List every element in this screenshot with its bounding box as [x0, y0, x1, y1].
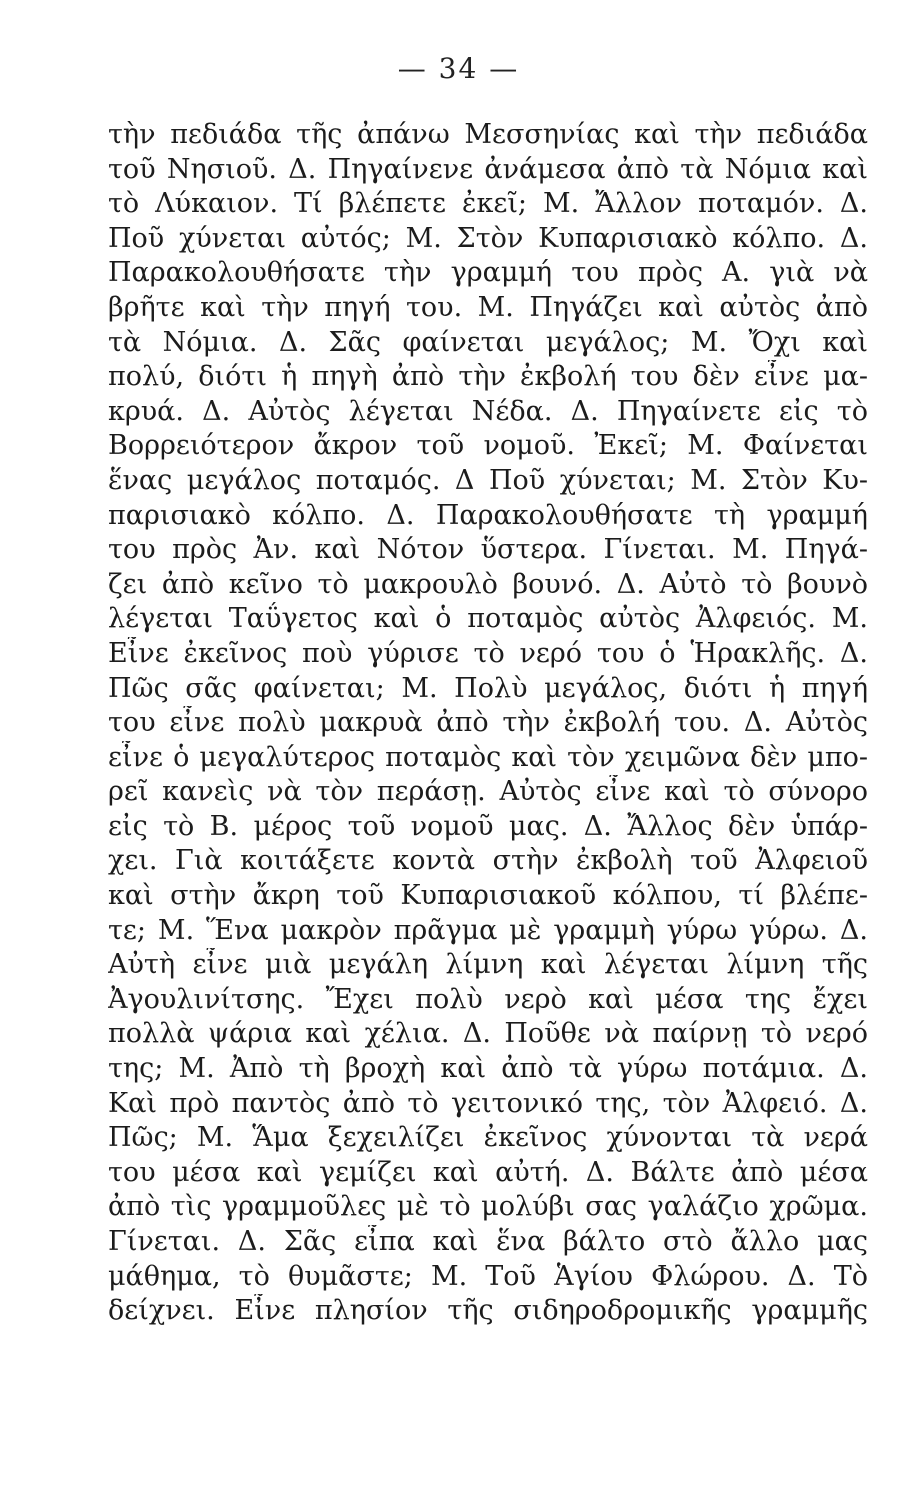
text-line: πολλὰ ψάρια καὶ χέλια. Δ. Ποῦθε νὰ παίρνῃ τὸ νερό	[108, 1018, 868, 1050]
text-line: λέγεται Ταΰγετος καὶ ὁ ποταμὸς αὐτὸς Ἀλφειός. Μ.	[108, 603, 868, 635]
text-line: μάθημα, τὸ θυμᾶστε; Μ. Τοῦ Ἁγίου Φλώρου. Δ. Τὸ	[108, 1260, 868, 1292]
text-line: Αὐτὴ εἶνε μιὰ μεγάλη λίμνη καὶ λέγεται λίμνη τῆς	[108, 949, 868, 981]
text-line: εἰς τὸ Β. μέρος τοῦ νομοῦ μας. Δ. Ἄλλος δὲν ὑπάρ-	[108, 810, 868, 842]
text-line: Πῶς; Μ. Ἅμα ξεχειλίζει ἐκεῖνος χύνονται τὰ νερά	[108, 1122, 868, 1154]
text-line: καὶ στὴν ἄκρη τοῦ Κυπαρισιακοῦ κόλπου, τί βλέπε-	[108, 880, 868, 912]
text-line: της; Μ. Ἀπὸ τὴ βροχὴ καὶ ἀπὸ τὰ γύρω ποτάμια. Δ.	[108, 1053, 868, 1085]
text-line: τὸ Λύκαιον. Τί βλέπετε ἐκεῖ; Μ. Ἄλλον ποταμόν. Δ.	[108, 188, 868, 220]
text-line: Γίνεται. Δ. Σᾶς εἶπα καὶ ἕνα βάλτο στὸ ἄλλο μας	[108, 1226, 868, 1257]
text-line: τοῦ Νησιοῦ. Δ. Πηγαίνενε ἀνάμεσα ἀπὸ τὰ Νόμια καὶ	[108, 153, 868, 185]
text-line: ρεῖ κανεὶς νὰ τὸν περάσῃ. Αὐτὸς εἶνε καὶ τὸ σύνορο	[108, 776, 868, 808]
text-line: εἶνε ὁ μεγαλύτερος ποταμὸς καὶ τὸν χειμῶνα δὲν μπο-	[108, 741, 868, 773]
text-line: του πρὸς Ἀν. καὶ Νότον ὕστερα. Γίνεται. Μ. Πηγά-	[108, 534, 868, 566]
text-line: Καὶ πρὸ παντὸς ἀπὸ τὸ γειτονικό της, τὸν Ἀλφειό. Δ.	[108, 1087, 868, 1119]
text-line: δείχνει. Εἶνε πλησίον τῆς σιδηροδρομικῆς γραμμῆς	[108, 1295, 868, 1327]
text-line: Ποῦ χύνεται αὐτός; Μ. Στὸν Κυπαρισιακὸ κόλπο. Δ.	[108, 222, 868, 254]
text-line: Παρακολουθήσατε τὴν γραμμή του πρὸς Α. γιὰ νὰ	[108, 257, 868, 289]
text-line: ἕνας μεγάλος ποταμός. Δ Ποῦ χύνεται; Μ. Στὸν Κυ-	[108, 464, 868, 496]
text-line: παρισιακὸ κόλπο. Δ. Παρακολουθήσατε τὴ γραμμή	[108, 499, 868, 531]
text-line: Βορρειότερον ἄκρον τοῦ νομοῦ. Ἐκεῖ; Μ. Φαίνεται	[108, 430, 868, 462]
text-line: τὰ Νόμια. Δ. Σᾶς φαίνεται μεγάλος; Μ. Ὄχι καὶ	[108, 326, 868, 358]
text-line: πολύ, διότι ἡ πηγὴ ἀπὸ τὴν ἐκβολή του δὲν εἶνε μα-	[108, 361, 868, 393]
text-line: του εἶνε πολὺ μακρυὰ ἀπὸ τὴν ἐκβολή του. Δ. Αὐτὸς	[108, 707, 868, 739]
text-line: βρῆτε καὶ τὴν πηγή του. Μ. Πηγάζει καὶ αὐτὸς ἀπὸ	[108, 291, 868, 323]
text-line: Πῶς σᾶς φαίνεται; Μ. Πολὺ μεγάλος, διότι ἡ πηγή	[108, 672, 868, 704]
body-text	[108, 118, 868, 1329]
text-line: Εἶνε ἐκεῖνος ποὺ γύρισε τὸ νερό του ὁ Ἡρακλῆς. Δ.	[108, 637, 868, 669]
text-line: κρυά. Δ. Αὐτὸς λέγεται Νέδα. Δ. Πηγαίνετε εἰς τὸ	[108, 395, 868, 427]
text-line: ἀπὸ τὶς γραμμοῦλες μὲ τὸ μολύβι σας γαλάζιο χρῶμα.	[108, 1191, 868, 1223]
page-number: — 34 —	[397, 52, 520, 85]
text-line: τὴν πεδιάδα τῆς ἀπάνω Μεσσηνίας καὶ τὴν πεδιάδα	[108, 119, 868, 150]
text-line: Ἀγουλινίτσης. Ἔχει πολὺ νερὸ καὶ μέσα της ἔχει	[108, 983, 868, 1015]
text-line: του μέσα καὶ γεμίζει καὶ αὐτή. Δ. Βάλτε ἀπὸ μέσα	[108, 1156, 868, 1188]
text-line: χει. Γιὰ κοιτάξετε κοντὰ στὴν ἐκβολὴ τοῦ Ἀλφειοῦ	[108, 845, 868, 877]
text-line: τε; Μ. Ἕνα μακρὸν πρᾶγμα μὲ γραμμὴ γύρω γύρω. Δ.	[108, 914, 868, 946]
text-line: ζει ἀπὸ κεῖνο τὸ μακρουλὸ βουνό. Δ. Αὐτὸ τὸ βουνὸ	[108, 568, 868, 600]
